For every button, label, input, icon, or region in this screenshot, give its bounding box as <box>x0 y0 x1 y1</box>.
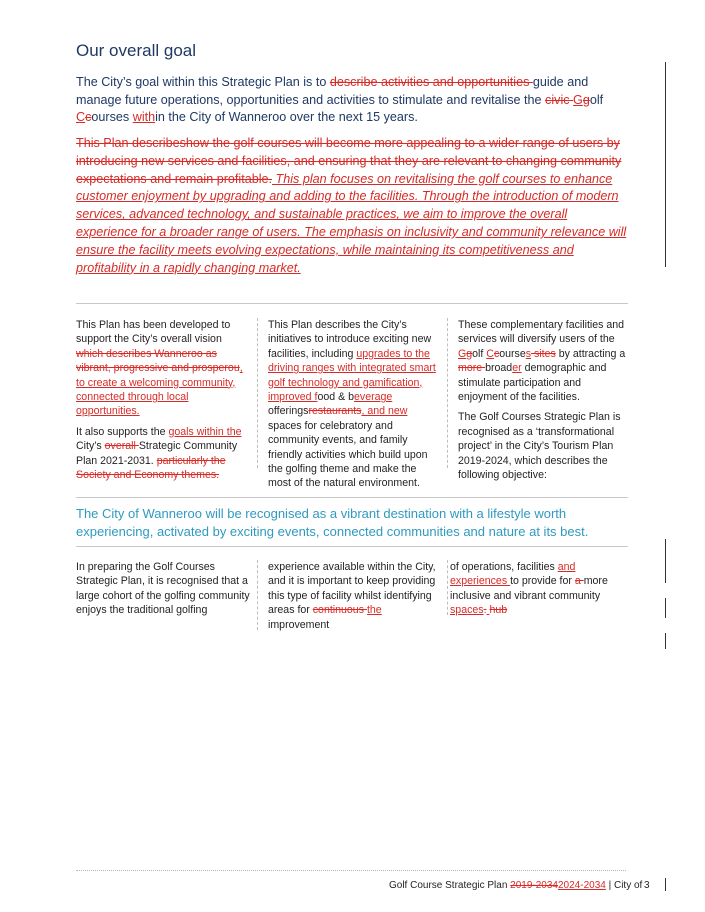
text: by attracting a <box>555 347 626 360</box>
column-separator <box>447 560 448 615</box>
text: experience available within the City, and it is important to keep providing this type of facility whilst identifying areas for <box>268 561 436 617</box>
intro-paragraph <box>76 74 626 127</box>
deleted-text: continuous <box>312 604 367 617</box>
column-6 <box>450 560 626 624</box>
deleted-text: civic <box>545 92 574 107</box>
column-4 <box>76 560 252 624</box>
inserted-text: everage <box>354 391 393 404</box>
text: This Plan describes the City’s initiatives to introduce exciting new facilities, including <box>268 319 432 360</box>
inserted-text: C <box>486 347 494 360</box>
deleted-text: more <box>458 362 486 375</box>
deleted-text: sites <box>531 347 556 360</box>
column-paragraph <box>268 560 440 632</box>
inserted-text: and experiences <box>450 561 576 588</box>
footer-text <box>389 880 642 891</box>
text: spaces for celebratory and community events, and family friendly activities which build upon the golfing theme and make the most of the natural environment. <box>268 419 428 490</box>
inserted-text: , to create a welcoming community, connected through local opportunities. <box>76 362 243 418</box>
intro-text: guide and manage future operations, opportunities and activities to stimulate and revitalise the <box>76 75 589 107</box>
column-paragraph <box>450 560 626 618</box>
text: It also supports the <box>76 425 169 438</box>
inserted-text: s <box>525 347 532 360</box>
text: broad <box>485 362 513 375</box>
change-bar <box>665 62 666 267</box>
text: Golf Course Strategic Plan <box>389 880 511 891</box>
text: This Plan has been developed to support the City’s overall vision <box>76 319 231 346</box>
text: more inclusive and vibrant community <box>450 575 608 602</box>
deleted-text: g <box>582 92 590 107</box>
text: olf <box>472 347 487 360</box>
page-number: 3 <box>644 880 650 891</box>
text: Strategic Community Plan 2021-2031. <box>76 440 238 467</box>
column-paragraph <box>268 318 436 491</box>
column-2 <box>268 318 436 497</box>
change-bar <box>665 598 666 618</box>
column-separator <box>447 318 448 468</box>
intro-text: olf <box>589 92 604 107</box>
column-5 <box>268 560 440 638</box>
column-1 <box>76 318 248 488</box>
text: to provide for <box>510 575 575 588</box>
divider <box>76 303 628 304</box>
deleted-text: . <box>483 604 487 617</box>
text: ourse <box>499 347 526 360</box>
column-paragraph <box>76 318 248 419</box>
intro-text: The City’s goal within this Strategic Plan is to <box>76 75 330 89</box>
text: These complementary facilities and services will diversify users of the <box>458 319 625 346</box>
inserted-text: spaces <box>450 604 484 617</box>
inserted-text: G <box>458 347 467 360</box>
inserted-text: G <box>573 92 583 107</box>
text: | City of <box>605 880 643 891</box>
column-paragraph: In preparing the Golf Courses Strategic Plan, it is recognised that a large cohort of the golfing community enjoys the traditional golfing <box>76 561 250 617</box>
divider <box>76 497 628 498</box>
inserted-text: This plan focuses on revitalising the golf courses to enhance customer enjoyment by upgrading and adding to the facilities. Through the introduction of modern services, advanced technology, and sustainable practices, we aim to improve the overall experience for a broader range of users. The emphasis on inclusivity and community relevance will ensure the facility meets evolving expectations, while maintaining its competitiveness and profitability in a rapidly changing market. <box>76 171 627 275</box>
intro-text: ourses <box>91 110 133 124</box>
text: offerings <box>268 405 309 418</box>
deleted-text: a <box>574 575 584 588</box>
inserted-text: 2024-2034 <box>558 880 606 891</box>
section-heading: Our overall goal <box>76 41 197 60</box>
inserted-text: upgrades to the driving ranges with integrated smart golf technology and gamification, improved f <box>268 347 436 404</box>
inserted-text: C <box>76 110 86 124</box>
deleted-text: 2019-2034 <box>510 880 558 891</box>
change-bar <box>665 633 666 649</box>
text: City’s <box>76 440 105 453</box>
text: improvement <box>268 618 330 631</box>
deleted-text: c <box>493 347 500 360</box>
revised-paragraph <box>76 135 631 277</box>
inserted-text: er <box>512 362 522 375</box>
inserted-text: the <box>366 604 382 617</box>
text: of operations, facilities <box>450 561 558 573</box>
deleted-text: g <box>466 347 473 360</box>
change-bar <box>665 539 666 583</box>
deleted-text: overall <box>104 440 139 453</box>
deleted-text: This Plan describeshow the golf courses will become more appealing to a wider range of users by introducing new services and facilities, and ensuring that they are relevant to changing community expectations and remain profitable. <box>76 136 622 186</box>
inserted-text: with <box>132 110 156 124</box>
divider <box>76 546 628 547</box>
deleted-text: c <box>85 110 92 124</box>
column-separator <box>257 560 258 630</box>
deleted-text: which describes Wanneroo as vibrant, progressive and prosperou <box>76 347 240 375</box>
column-paragraph <box>458 410 630 482</box>
footer-divider <box>76 870 626 871</box>
inserted-text: , and new <box>361 405 408 418</box>
text: ood & b <box>317 391 354 404</box>
deleted-text: particularly the Society and Economy themes. <box>76 454 226 482</box>
inserted-text: goals within the <box>168 425 242 438</box>
vision-quote: The City of Wanneroo will be recognised as a vibrant destination with a lifestyle worth experiencing, activated by exciting events, connected communities and nature at its best. <box>76 506 589 539</box>
deleted-text: describe activities and opportunities <box>329 75 533 89</box>
column-separator <box>257 318 258 468</box>
text: demographic and stimulate participation and enjoyment of the facilities. <box>458 362 607 404</box>
text: The Golf Courses Strategic Plan is recognised as a ‘transformational project’ in the City’s Tourism Plan 2019-2024, which describes the following objective: <box>458 411 621 482</box>
intro-text: in the City of Wanneroo over the next 15 years. <box>155 110 418 124</box>
deleted-text: hub <box>489 604 508 617</box>
column-paragraph <box>458 318 630 404</box>
change-bar <box>665 878 666 891</box>
column-3 <box>458 318 630 488</box>
column-paragraph <box>76 425 248 483</box>
deleted-text: restaurants <box>308 405 362 418</box>
